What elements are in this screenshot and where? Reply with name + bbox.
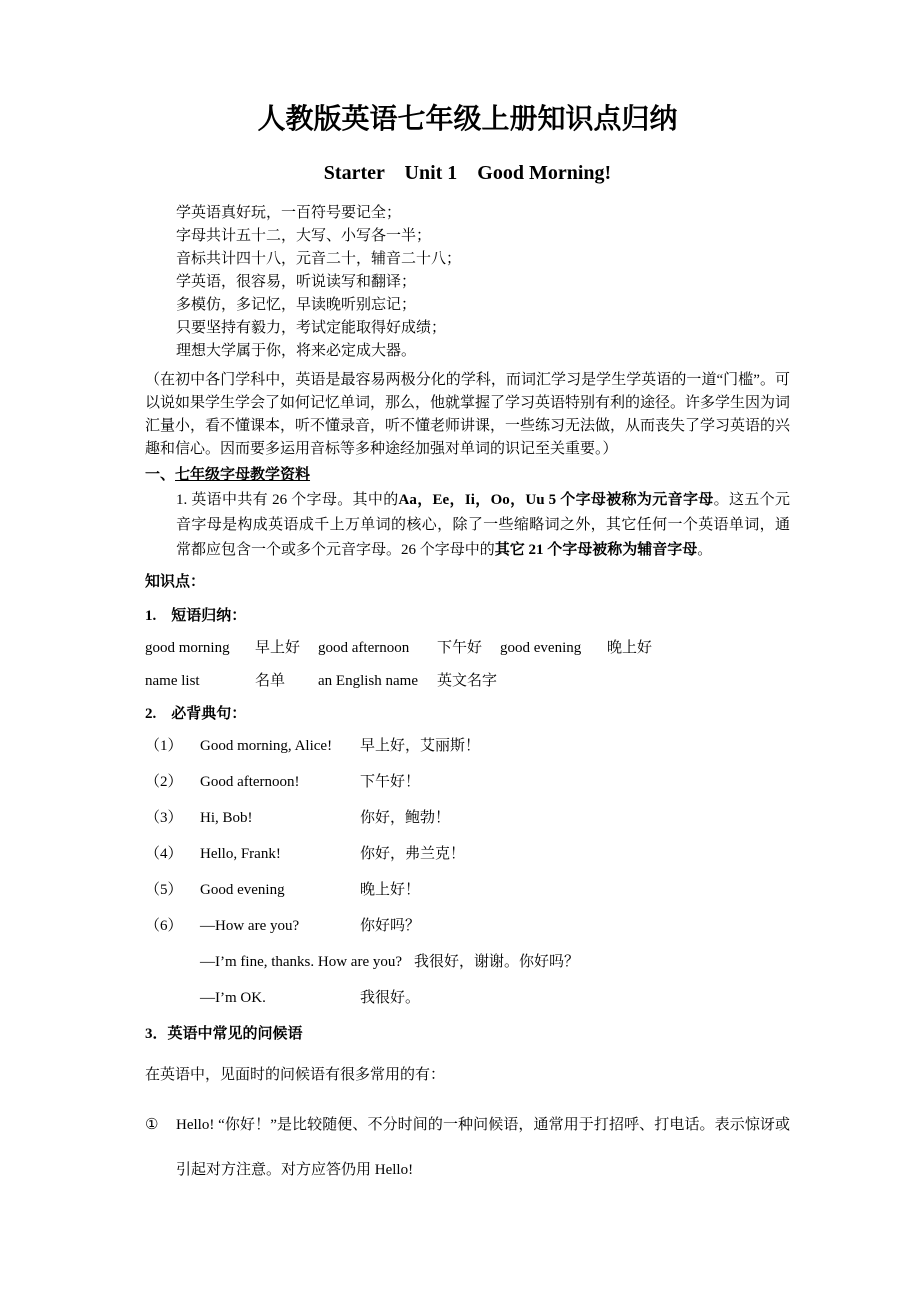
- greeting-text: Hello! “你好！”是比较随便、不分时间的一种问候语，通常用于打招呼、打电话。表示惊讶或引起对方注意。对方应答仍用 Hello!: [176, 1117, 790, 1178]
- phrase-zh: 名单: [255, 673, 286, 689]
- letters-text-segment: 。: [697, 542, 713, 558]
- section-heading-letters: [145, 464, 790, 486]
- sentence-chinese: 我很好。: [360, 990, 421, 1006]
- vowel-letters-bold: Aa，Ee，Ii，Oo，Uu 5 个字母被称为元音字母: [398, 492, 714, 508]
- unit-heading: Starter Unit 1 Good Morning!: [323, 162, 612, 184]
- sentence-english: Good morning, Alice!: [200, 738, 333, 754]
- phrase-en: good morning: [145, 640, 230, 656]
- sentence-english: —I’m fine, thanks. How are you?: [200, 954, 403, 970]
- section-number: 一、: [145, 467, 176, 483]
- phrase-row: [145, 637, 790, 659]
- phrase-zh: 晚上好: [607, 640, 653, 656]
- poem-line: 多模仿，多记忆，早读晚听别忘记；: [176, 297, 417, 313]
- sentence-english: Good afternoon!: [200, 774, 300, 790]
- sentence-chinese: 你好吗？: [360, 918, 421, 934]
- sentence-row: [145, 771, 790, 793]
- phrases-heading: 1. 短语归纳：: [145, 608, 247, 624]
- sentence-chinese: 早上好，艾丽斯！: [360, 738, 481, 754]
- sentence-row: [145, 879, 790, 901]
- phrase-zh: 下午好: [437, 640, 483, 656]
- sentence-english: Good evening: [200, 882, 285, 898]
- letters-text-segment: 。这五个元音字母是构成英语成千上万单词的核心，除了一些缩略词之外，其它任何一个英语单词，通常都应包含一个或多个元音字母。26 个字母中的: [176, 492, 790, 558]
- phrase-zh: 早上好: [255, 640, 301, 656]
- circled-number-marker: ①: [145, 1117, 159, 1133]
- sentence-number: （4）: [145, 846, 183, 862]
- sentence-english: Hello, Frank!: [200, 846, 281, 862]
- sentences-heading: 2. 必背典句：: [145, 706, 247, 722]
- letters-paragraph: [176, 488, 790, 563]
- poem-line: 学英语，很容易，听说读写和翻译；: [176, 274, 417, 290]
- sentence-chinese: 下午好！: [360, 774, 421, 790]
- sentence-row: [145, 915, 790, 937]
- sentence-english: —I’m OK.: [200, 990, 266, 1006]
- sentence-english: Hi, Bob!: [200, 810, 253, 826]
- sentence-row: [145, 951, 790, 973]
- sentence-english: —How are you?: [200, 918, 300, 934]
- sentence-number: （3）: [145, 810, 183, 826]
- sentence-number: （6）: [145, 918, 183, 934]
- phrase-en: good evening: [500, 640, 582, 656]
- greetings-intro: 在英语中，见面时的问候语有很多常用的有：: [145, 1067, 446, 1083]
- consonant-letters-bold: 其它 21 个字母被称为辅音字母: [494, 542, 698, 558]
- sentence-row: [145, 987, 790, 1009]
- sentence-chinese: 我很好，谢谢。你好吗？: [414, 954, 580, 970]
- poem-line: 音标共计四十八，元音二十，辅音二十八；: [176, 251, 462, 267]
- sentence-row: [145, 843, 790, 865]
- poem-line: 学英语真好玩，一百符号要记全；: [176, 205, 402, 221]
- poem-line: 只要坚持有毅力，考试定能取得好成绩；: [176, 320, 447, 336]
- phrase-zh: 英文名字: [437, 673, 498, 689]
- poem-line: 理想大学属于你，将来必定成大器。: [176, 343, 417, 359]
- greeting-item: [145, 1103, 790, 1193]
- sentence-number: （1）: [145, 738, 183, 754]
- phrase-en: good afternoon: [318, 640, 410, 656]
- phrase-en: an English name: [318, 673, 418, 689]
- sentence-row: [145, 735, 790, 757]
- document-title: 人教版英语七年级上册知识点归纳: [257, 104, 678, 135]
- greetings-heading: 3．英语中常见的问候语: [145, 1026, 303, 1042]
- poem-line: 字母共计五十二，大写、小写各一半；: [176, 228, 432, 244]
- sentence-chinese: 晚上好！: [360, 882, 421, 898]
- knowledge-points-label: 知识点：: [145, 574, 206, 590]
- sentence-number: （5）: [145, 882, 183, 898]
- phrase-row: [145, 670, 790, 692]
- sentence-chinese: 你好，弗兰克！: [360, 846, 466, 862]
- sentence-number: （2）: [145, 774, 183, 790]
- section-title-underlined: 七年级字母教学资料: [175, 467, 311, 483]
- sentence-row: [145, 807, 790, 829]
- phrase-en: name list: [145, 673, 200, 689]
- sentence-chinese: 你好，鲍勃！: [360, 810, 451, 826]
- intro-note: （在初中各门学科中，英语是最容易两极分化的学科，而词汇学习是学生学英语的一道“门槛”。可以说如果学生学会了如何记忆单词，那么，他就掌握了学习英语特别有利的途径。许多学生因为词汇量小，看不懂课本，听不懂录音，听不懂老师讲课，一些练习无法做，从而丧失了学习英语的兴趣和信心。因而要多运用音标等多种途经加强对单词的识记至关重要。）: [145, 372, 791, 457]
- rhyme-block: [176, 202, 790, 363]
- letters-text-segment: 1. 英语中共有 26 个字母。其中的: [176, 492, 399, 508]
